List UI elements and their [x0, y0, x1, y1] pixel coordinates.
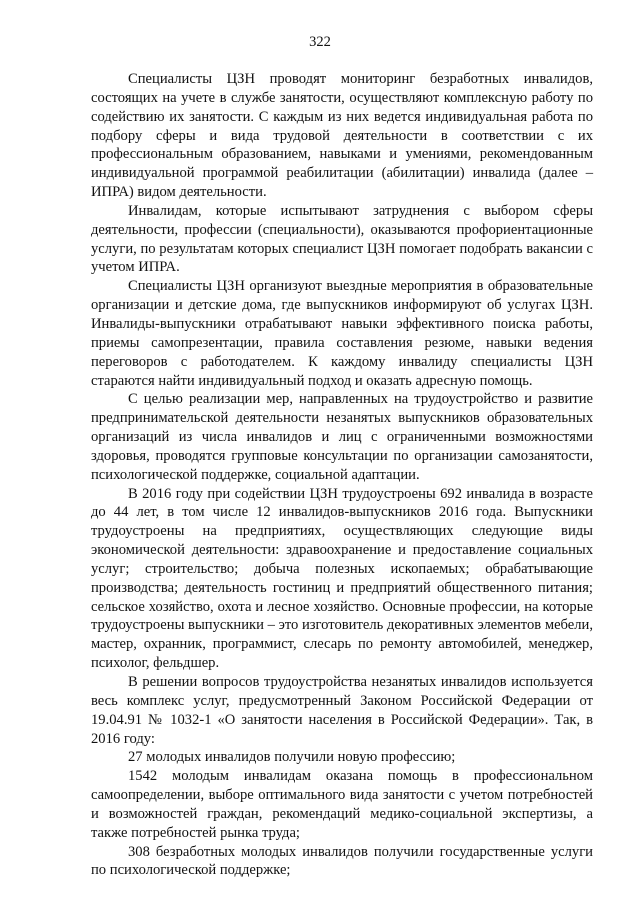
paragraph: 1542 молодым инвалидам оказана помощь в профессиональном самоопределении, выборе оптимального вида занятости с учетом потребностей и возможностей граждан, рекомендаций медико-социальной экспертизы, а также потребностей рынка труда;	[91, 768, 593, 841]
paragraph: 308 безработных молодых инвалидов получили государственные услуги по психологической поддержке;	[91, 843, 593, 879]
paragraph: Специалисты ЦЗН организуют выездные мероприятия в образовательные организации и детские дома, где выпускников информируют об услугах ЦЗН. Инвалиды-выпускники отрабатывают навыки эффективного поиска работы, приемы самопрезентации, правила составления резюме, навыки ведения переговоров с работодателем. К каждому инвалиду специалисты ЦЗН стараются найти индивидуальный подход и оказать адресную помощь.	[91, 278, 593, 389]
paragraph: 27 молодых инвалидов получили новую профессию;	[128, 749, 456, 766]
paragraph: В 2016 году при содействии ЦЗН трудоустроены 692 инвалида в возрасте до 44 лет, в том числе 12 инвалидов-выпускников 2016 года. Выпускники трудоустроены на предприятиях, осуществляющих следующие виды экономической деятельности: здравоохранение и предоставление социальных услуг; строительство; добыча полезных ископаемых; обрабатывающие производства; деятельность гостиниц и предприятий общественного питания; сельское хозяйство, охота и лесное хозяйство. Основные профессии, на которые трудоустроены выпускники – это изготовитель декоративных элементов мебели, мастер, охранник, программист, слесарь по ремонту автомобилей, менеджер, психолог, фельдшер.	[91, 485, 593, 672]
paragraph: С целью реализации мер, направленных на трудоустройство и развитие предпринимательской деятельности незанятых выпускников образовательных организаций из числа инвалидов и лиц с ограниченными возможностями здоровья, проводятся групповые консультации по организации самозанятости, психологической поддержке, социальной адаптации.	[91, 391, 593, 483]
body-text	[91, 70, 593, 880]
paragraph: В решении вопросов трудоустройства незанятых инвалидов используется весь комплекс услуг, предусмотренный Законом Российской Федерации от 19.04.91 № 1032-1 «О занятости населения в Российской Федерации». Так, в 2016 году:	[91, 674, 593, 747]
paragraph: Специалисты ЦЗН проводят мониторинг безработных инвалидов, состоящих на учете в службе занятости, осуществляют комплексную работу по содействию их занятости. С каждым из них ведется индивидуальная работа по подбору сферы и вида трудовой деятельности в соответствии с их профессиональным образованием, навыками и умениями, рекомендованным индивидуальной программой реабилитации (абилитации) инвалида (далее – ИПРА) видом деятельности.	[91, 71, 593, 201]
page-number: 322	[309, 34, 331, 50]
paragraph: Инвалидам, которые испытывают затруднения с выбором сферы деятельности, профессии (специальности), оказываются профориентационные услуги, по результатам которых специалист ЦЗН помогает подобрать вакансии с учетом ИПРА.	[91, 202, 593, 276]
